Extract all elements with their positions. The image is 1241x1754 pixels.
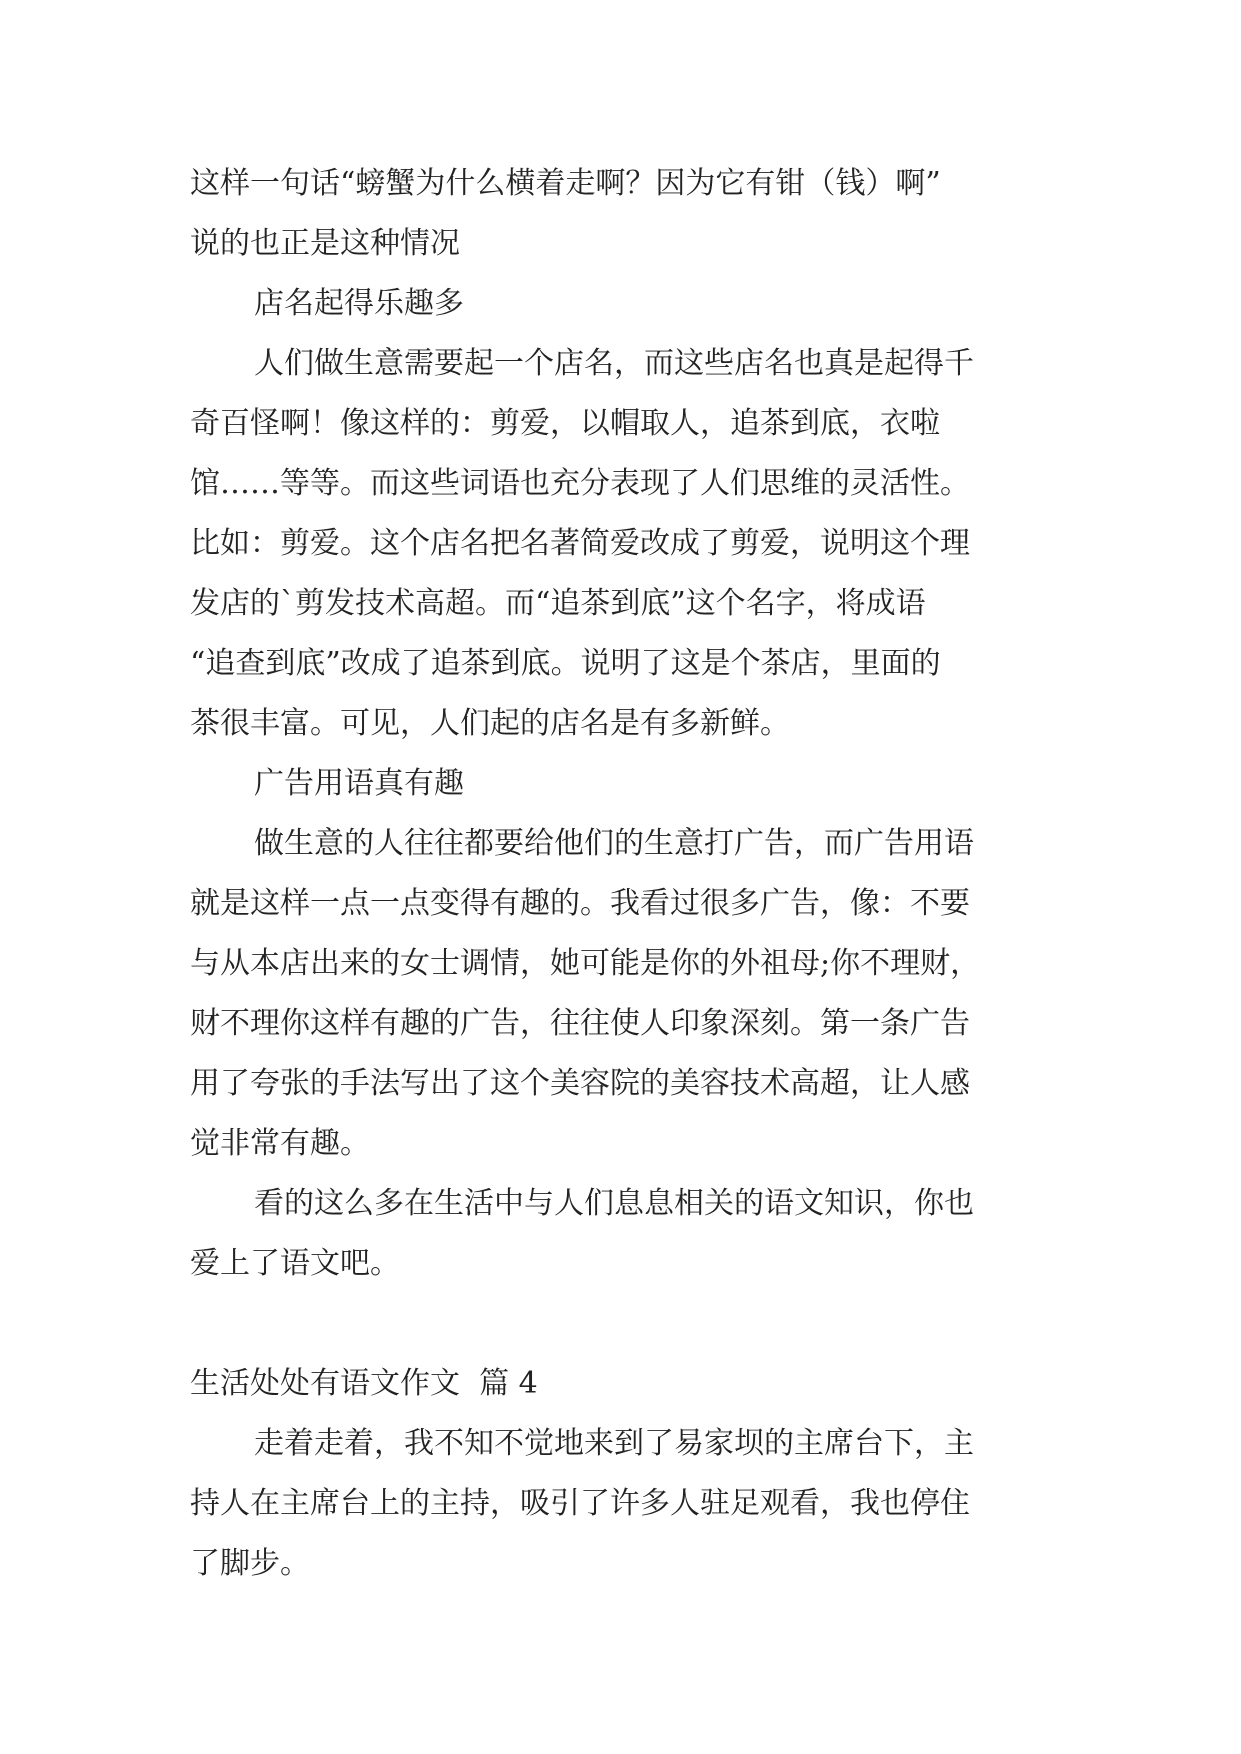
- section-heading-shop-names: [190, 274, 1050, 334]
- text-line: 茶很丰富。可见，人们起的店名是有多新鲜。: [190, 706, 790, 741]
- section-heading-advertising: [190, 754, 1050, 814]
- text-line: 这样一句话“螃蟹为什么横着走啊？因为它有钳（钱）啊”: [190, 166, 941, 201]
- text-line: 与从本店出来的女士调情，她可能是你的外祖母;你不理财，: [190, 946, 981, 981]
- text-line: 觉非常有趣。: [190, 1126, 370, 1161]
- text-line: 比如：剪爱。这个店名把名著简爱改成了剪爱，说明这个理: [190, 526, 970, 561]
- text-line: 馆……等等。而这些词语也充分表现了人们思维的灵活性。: [190, 466, 970, 501]
- text-line: 财不理你这样有趣的广告，往往使人印象深刻。第一条广告: [190, 1006, 970, 1041]
- paragraph-conclusion: [190, 1174, 1050, 1294]
- text-line: “追查到底”改成了追茶到底。说明了这是个茶店，里面的: [190, 646, 941, 681]
- text-line: 就是这样一点一点变得有趣的。我看过很多广告，像：不要: [190, 886, 970, 921]
- heading-text: 广告用语真有趣: [254, 766, 464, 801]
- text-line: 说的也正是这种情况: [190, 226, 460, 261]
- essay-title-part-4: [190, 1354, 1050, 1414]
- text-line: 走着走着，我不知不觉地来到了易家坝的主席台下，主: [254, 1426, 974, 1461]
- title-text: 生活处处有语文作文 篇 4: [190, 1366, 538, 1401]
- text-line: 用了夸张的手法写出了这个美容院的美容技术高超，让人感: [190, 1066, 970, 1101]
- text-line: 爱上了语文吧。: [190, 1246, 400, 1281]
- paragraph-shop-names: [190, 334, 1050, 754]
- paragraph-crab-saying: [190, 154, 1050, 274]
- text-line: 持人在主席台上的主持，吸引了许多人驻足观看，我也停住: [190, 1486, 970, 1521]
- text-line: 了脚步。: [190, 1546, 310, 1581]
- text-line: 看的这么多在生活中与人们息息相关的语文知识，你也: [254, 1186, 974, 1221]
- heading-text: 店名起得乐趣多: [254, 286, 464, 321]
- text-line: 做生意的人往往都要给他们的生意打广告，而广告用语: [254, 826, 974, 861]
- paragraph-advertising: [190, 814, 1050, 1174]
- document-body: [190, 154, 1050, 1594]
- paragraph-part-4-opening: [190, 1414, 1050, 1594]
- text-line: 奇百怪啊！像这样的：剪爱，以帽取人，追茶到底，衣啦: [190, 406, 940, 441]
- text-line: 人们做生意需要起一个店名，而这些店名也真是起得千: [254, 346, 974, 381]
- text-line: 发店的`剪发技术高超。而“追茶到底”这个名字，将成语: [190, 586, 926, 621]
